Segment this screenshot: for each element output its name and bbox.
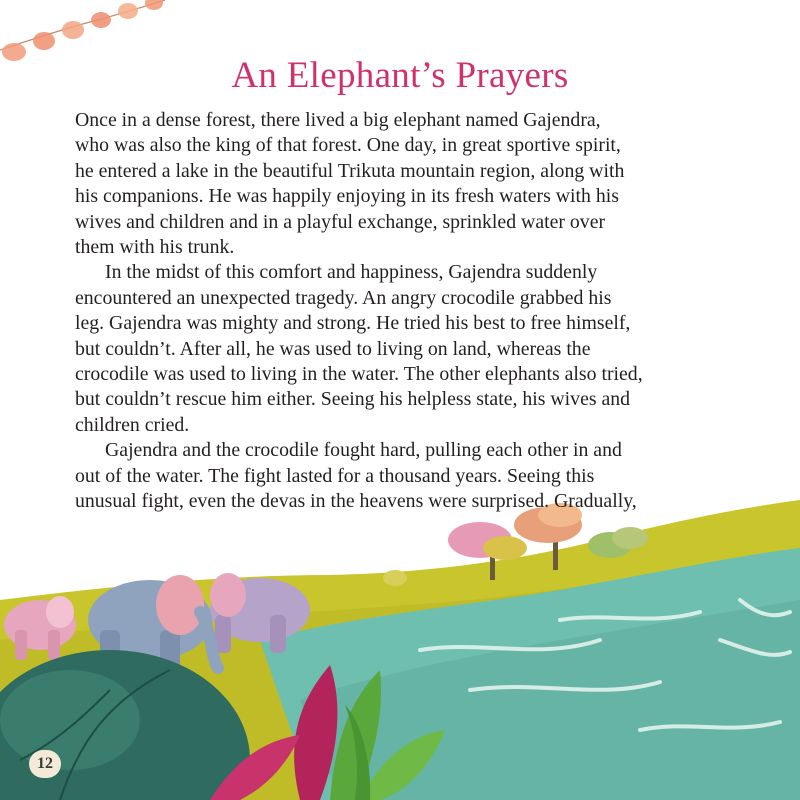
story-text (75, 108, 735, 515)
paragraph-2-line: but couldn’t rescue him either. Seeing his helpless state, his wives and (75, 388, 631, 411)
paragraph-1-line: wives and children and in a playful exchange, sprinkled water over (75, 210, 606, 233)
paragraph-3-line: unusual fight, even the devas in the heavens were surprised. Gradually, (75, 490, 637, 513)
paragraph-1-line: who was also the king of that forest. One day, in great sportive spirit, (75, 134, 621, 157)
paragraph-1-line: Once in a dense forest, there lived a big elephant named Gajendra, (75, 109, 601, 131)
paragraph-2-line: leg. Gajendra was mighty and strong. He tried his best to free himself, (75, 312, 631, 335)
paragraph-3-line: Gajendra and the crocodile fought hard, pulling each other in and (105, 439, 622, 462)
paragraph-2-line: crocodile was used to living in the water. The other elephants also tried, (75, 363, 643, 386)
paragraph-1-line: them with his trunk. (75, 236, 235, 259)
paragraph-2-line: children cried. (75, 413, 190, 436)
paragraph-3-line: out of the water. The fight lasted for a thousand years. Seeing this (75, 464, 595, 487)
paragraph-2-line: but couldn’t. After all, he was used to living on land, whereas the (75, 337, 591, 360)
paragraph-2-line: In the midst of this comfort and happiness, Gajendra suddenly (105, 261, 598, 284)
bead-garland (0, 0, 165, 61)
paragraph-1-line: he entered a lake in the beautiful Trikuta mountain region, along with (75, 159, 625, 182)
paragraph-1-line: his companions. He was happily enjoying in its fresh waters with his (75, 185, 619, 208)
page-number-badge: 12 (29, 750, 61, 778)
paragraph-2-line: encountered an unexpected tragedy. An angry crocodile grabbed his (75, 286, 612, 309)
page-title: An Elephant’s Prayers (231, 55, 569, 96)
